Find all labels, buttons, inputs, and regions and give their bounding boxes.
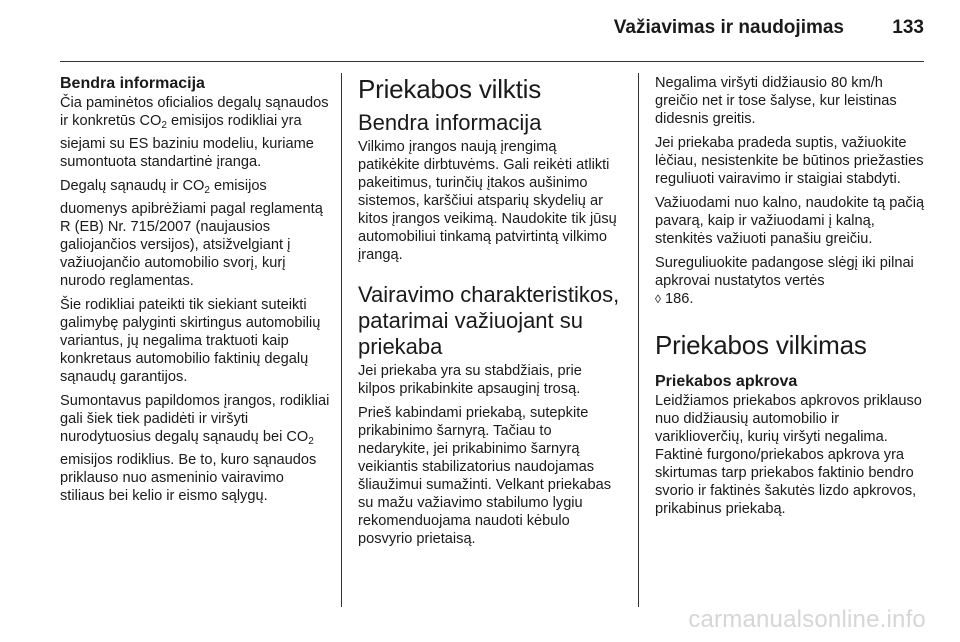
paragraph: Šie rodikliai pateikti tik siekiant suteikti galimybę palyginti skirtingus automobilių variantus, jų negalima traktuoti kaip konkretaus automobilio faktinių degalų sąnaudų garantijos. [60, 297, 321, 385]
column-divider-1 [341, 73, 342, 607]
paragraph: Sumontavus papildomos įrangos, rodikliai gali šiek tiek padidėti ir viršyti nurodytuosius degalų sąnaudų bei $CO_2$ emisijos rodiklius. Be to, kuro sąnaudos priklauso nuo asmeninio vairavimo stiliaus bei kelio ir eismo sąlygų. [60, 393, 330, 504]
column-2 [358, 74, 622, 554]
chapter-title: Priekabos vilktis [358, 74, 541, 104]
paragraph: Leidžiamos priekabos apkrovos priklauso nuo didžiausių automobilio ir variklioverčių, kurių viršyti negalima. Faktinė furgono/priekabos apkrova yra skirtumas tarp priekabos faktinio bendro svorio ir faktinės šakutės lizdo apkrovos, prikabinus priekabą. [655, 393, 922, 517]
subsection-heading: Priekabos apkrova [655, 373, 798, 390]
paragraph: Sureguliuokite padangose slėgį iki pilnai apkrovai nustatytos vertės ◊ 186. [655, 255, 914, 307]
paragraph: Degalų sąnaudų ir $CO_2$ emisijos duomenys apibrėžiami pagal reglamentą R (EB) Nr. 715/2007 (naujausios galiojančios versijos), atsižvelgiant į važiuojančio automobilio svorį, kurį nurodo reglamentas. [60, 178, 323, 289]
page-header [0, 0, 960, 60]
paragraph: Negalima viršyti didžiausio 80 km/h greičio net ir tose šalyse, kur leistinas didesnis greitis. [655, 75, 897, 127]
column-divider-2 [638, 73, 639, 607]
page-reference[interactable]: 186. [660, 291, 694, 307]
paragraph: Jei priekaba pradeda suptis, važiuokite lėčiau, nesistenkite be būtinos priežasties reguliuoti vairavimo ir staigiai stabdyti. [655, 135, 924, 187]
paragraph: Jei priekaba yra su stabdžiais, prie kilpos prikabinkite apsauginį trosą. [358, 363, 582, 397]
section-heading: Bendra informacija [358, 110, 542, 135]
page-number: 133 [892, 17, 924, 38]
paragraph: Čia paminėtos oficialios degalų sąnaudos ir konkretūs $CO_2$ emisijos rodikliai yra siejami su ES baziniu modeliu, kuriame sumontuota standartinė įranga. [60, 95, 329, 170]
column-1 [60, 74, 330, 511]
paragraph: Vilkimo įrangos naują įrengimą patikėkite dirbtuvėms. Gali reikėti atlikti pakeitimus, turinčių įtakos aušinimo sistemos, karščiui atsparių skydelių ar kitos įrangos veikimą. Naudokite tik jūsų automobiliui tinkamą patvirtintą vilkimo įrangą. [358, 139, 617, 263]
section-title: Važiavimas ir naudojimas [613, 17, 844, 38]
page-reference-icon: ◊ [655, 292, 661, 306]
header-divider [60, 61, 924, 62]
general-info-heading: Bendra informacija [60, 75, 205, 92]
watermark: carmanualsonline.info [688, 606, 926, 633]
column-3 [655, 74, 925, 524]
section-heading: Vairavimo charakteristikos, patarimai važiuojant su priekaba [358, 282, 620, 359]
paragraph: Prieš kabindami priekabą, sutepkite prikabinimo šarnyrą. Tačiau to nedarykite, jei prikabinimo šarnyrą veikiantis stabilizatorius naudojamas šliaužimui sumažinti. Velkant priekabas su mažu važiavimo stabilumo lygiu rekomenduojama naudoti kėbulo posvyrio prietaisą. [358, 405, 612, 547]
paragraph: Važiuodami nuo kalno, naudokite tą pačią pavarą, kaip ir važiuodami į kalną, stenkitės važiuoti panašiu greičiu. [655, 195, 925, 247]
chapter-title: Priekabos vilkimas [655, 330, 867, 360]
